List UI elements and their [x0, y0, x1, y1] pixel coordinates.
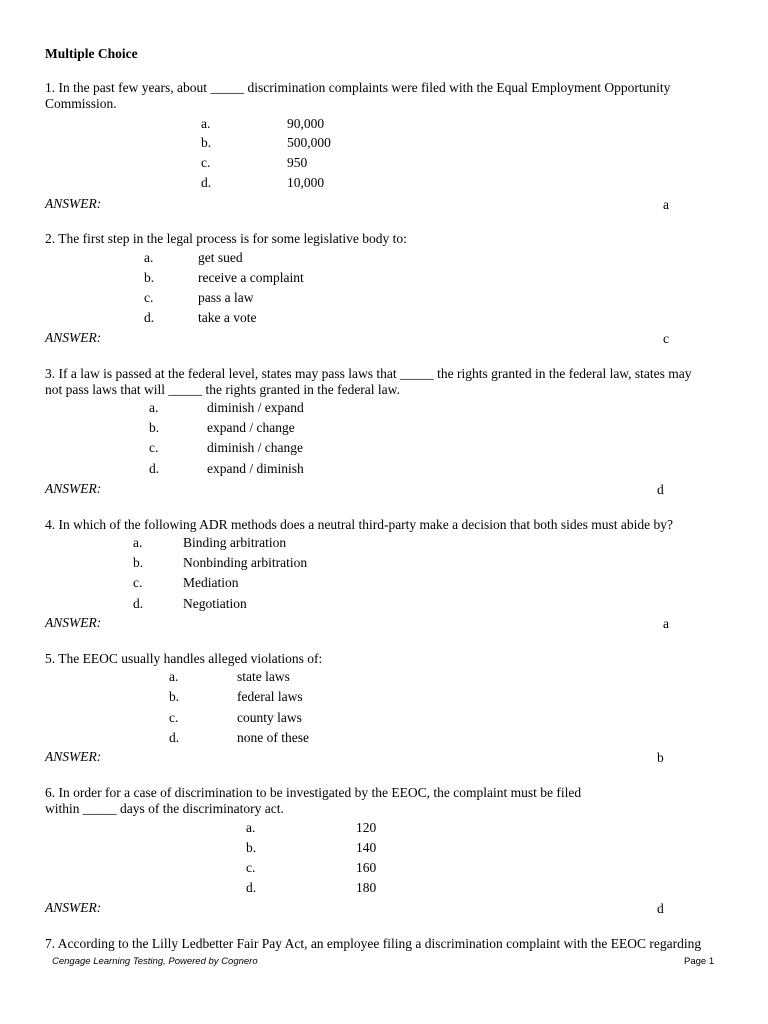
option-letter: c. [149, 440, 159, 455]
option-text: federal laws [237, 689, 303, 704]
option-text: Mediation [183, 575, 239, 590]
option-text: Nonbinding arbitration [183, 555, 308, 570]
question-text-line: 3. If a law is passed at the federal level, states may pass laws that _____ the rights granted in the federal law, states may [45, 366, 692, 381]
answer-label: ANSWER: [45, 900, 102, 915]
answer-value: c [663, 331, 669, 346]
answer-value: b [657, 750, 664, 765]
option-letter: b. [133, 555, 144, 570]
option-letter: b. [144, 270, 155, 285]
option-letter: b. [169, 689, 180, 704]
option-letter: c. [133, 575, 143, 590]
option-letter: a. [144, 250, 154, 265]
option-letter: a. [201, 116, 211, 131]
option-text: 120 [356, 820, 377, 835]
footer-credit: Cengage Learning Testing, Powered by Cognero [52, 956, 258, 967]
option-text: diminish / expand [207, 400, 304, 415]
option-text: 500,000 [287, 135, 331, 150]
option-letter: b. [246, 840, 257, 855]
question-text-line: 4. In which of the following ADR methods does a neutral third-party make a decision that both sides must abide by? [45, 517, 673, 532]
option-text: expand / change [207, 420, 295, 435]
option-text: 180 [356, 880, 377, 895]
option-letter: d. [169, 730, 180, 745]
option-text: 950 [287, 155, 308, 170]
option-letter: c. [169, 710, 179, 725]
option-letter: d. [149, 461, 160, 476]
option-text: Binding arbitration [183, 535, 287, 550]
option-text: none of these [237, 730, 309, 745]
option-text: get sued [198, 250, 243, 265]
option-letter: b. [149, 420, 160, 435]
answer-label: ANSWER: [45, 615, 102, 630]
option-text: pass a law [198, 290, 254, 305]
option-letter: d. [246, 880, 257, 895]
option-text: 160 [356, 860, 377, 875]
question-text-line: 1. In the past few years, about _____ discrimination complaints were filed with the Equal Employment Opportunity [45, 80, 671, 95]
option-letter: b. [201, 135, 212, 150]
option-letter: a. [246, 820, 256, 835]
option-letter: a. [149, 400, 159, 415]
option-text: take a vote [198, 310, 257, 325]
answer-label: ANSWER: [45, 330, 102, 345]
question-text-line: 5. The EEOC usually handles alleged violations of: [45, 651, 323, 666]
option-text: receive a complaint [198, 270, 304, 285]
option-letter: a. [133, 535, 143, 550]
option-text: diminish / change [207, 440, 303, 455]
question-text-line: Commission. [45, 96, 117, 111]
option-letter: d. [133, 596, 144, 611]
option-text: 10,000 [287, 175, 325, 190]
option-letter: d. [201, 175, 212, 190]
option-letter: c. [201, 155, 211, 170]
question-text-line: 7. According to the Lilly Ledbetter Fair Pay Act, an employee filing a discrimination complaint with the EEOC regarding [45, 936, 702, 951]
page-number: Page 1 [684, 956, 715, 967]
question-text-line: not pass laws that will _____ the rights granted in the federal law. [45, 382, 400, 397]
option-text: Negotiation [183, 596, 247, 611]
option-text: 90,000 [287, 116, 325, 131]
question-text-line: 2. The first step in the legal process is for some legislative body to: [45, 231, 407, 246]
answer-label: ANSWER: [45, 196, 102, 211]
section-title: Multiple Choice [45, 46, 138, 61]
option-letter: c. [246, 860, 256, 875]
option-text: expand / diminish [207, 461, 304, 476]
option-text: state laws [237, 669, 290, 684]
option-letter: d. [144, 310, 155, 325]
answer-value: d [657, 482, 664, 497]
question-text-line: within _____ days of the discriminatory act. [45, 801, 284, 816]
answer-value: a [663, 197, 669, 212]
answer-value: d [657, 901, 664, 916]
answer-label: ANSWER: [45, 481, 102, 496]
answer-label: ANSWER: [45, 749, 102, 764]
question-text-line: 6. In order for a case of discrimination to be investigated by the EEOC, the complaint must be filed [45, 785, 582, 800]
option-letter: c. [144, 290, 154, 305]
answer-value: a [663, 616, 669, 631]
option-text: 140 [356, 840, 377, 855]
option-letter: a. [169, 669, 179, 684]
option-text: county laws [237, 710, 302, 725]
